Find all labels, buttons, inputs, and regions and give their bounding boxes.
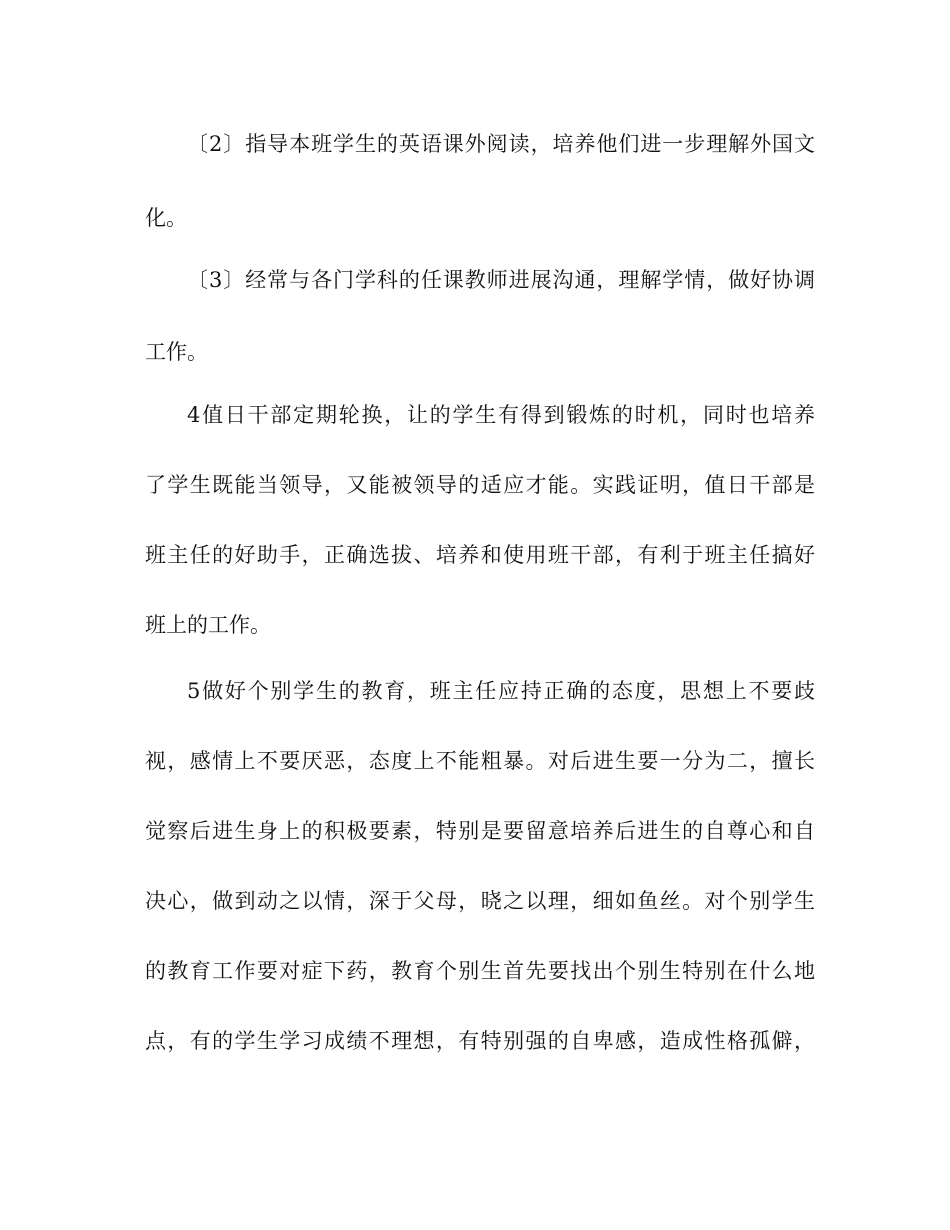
paragraph-line: 的教育工作要对症下药，教育个别生首先要找出个别生特别在什么地 bbox=[145, 959, 815, 983]
paragraph-line: 点，有的学生学习成绩不理想，有特别强的自卑感，造成性格孤僻， bbox=[145, 1029, 815, 1053]
paragraph-line: 化。 bbox=[145, 206, 187, 230]
paragraph-line: 〔3〕经常与各门学科的任课教师进展沟通，理解学情，做好协调 bbox=[187, 268, 815, 292]
paragraph-line: 觉察后进生身上的积极要素，特别是要留意培养后进生的自尊心和自 bbox=[145, 819, 815, 843]
paragraph-line: 班主任的好助手，正确选拔、培养和使用班干部，有利于班主任搞好 bbox=[145, 543, 815, 567]
paragraph-line: 5做好个别学生的教育，班主任应持正确的态度，思想上不要歧 bbox=[187, 679, 815, 703]
paragraph-line: 视，感情上不要厌恶，态度上不能粗暴。对后进生要一分为二，擅长 bbox=[145, 749, 815, 773]
paragraph-line: 班上的工作。 bbox=[145, 613, 271, 637]
paragraph-line: 4值日干部定期轮换，让的学生有得到锻炼的时机，同时也培养 bbox=[187, 403, 815, 427]
paragraph-line: 决心，做到动之以情，深于父母，晓之以理，细如鱼丝。对个别学生 bbox=[145, 889, 815, 913]
paragraph-line: 工作。 bbox=[145, 340, 208, 364]
paragraph-line: 〔2〕指导本班学生的英语课外阅读，培养他们进一步理解外国文 bbox=[187, 132, 815, 156]
paragraph-line: 了学生既能当领导，又能被领导的适应才能。实践证明，值日干部是 bbox=[145, 473, 815, 497]
